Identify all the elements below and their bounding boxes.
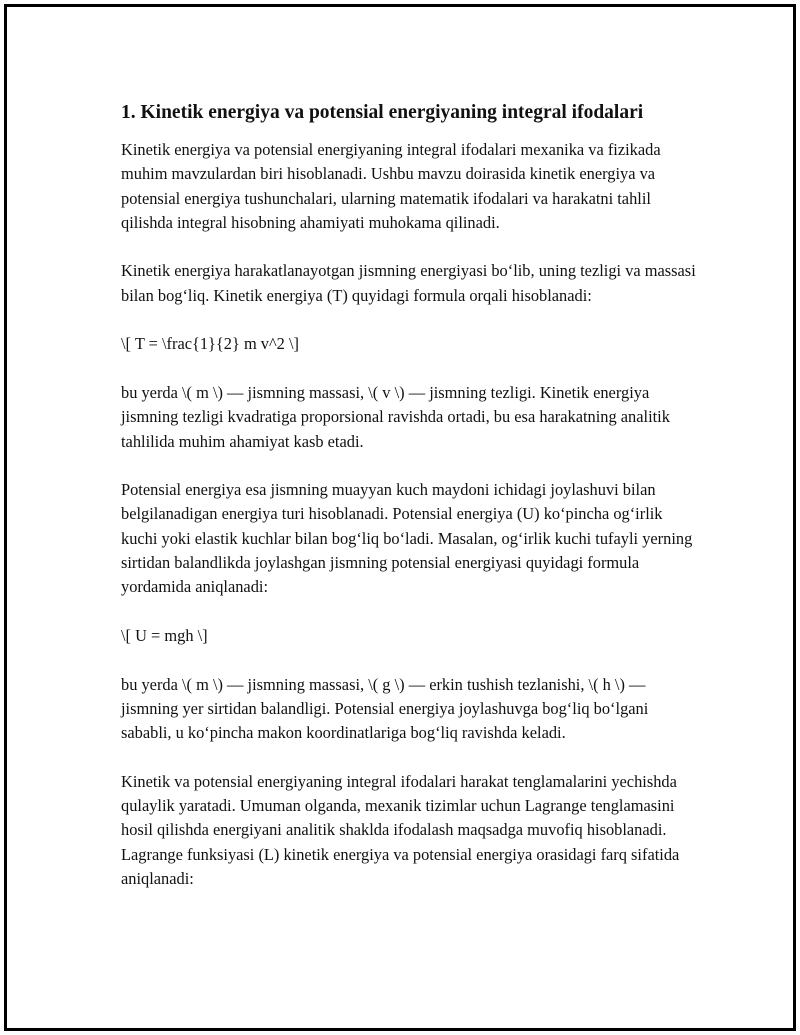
formula-kinetic: \[ T = \frac{1}{2} m v^2 \] [121, 334, 299, 354]
paragraph-potential-explain: bu yerda \( m \) — jismning massasi, \( g \) — erkin tushish tezlanishi, \( h \) — jismning yer sirtidan balandligi. Potensial energiya joylashuvga bog‘liq bo‘lgani sababli, u ko‘pincha makon koordinatlariga bog‘liq ravishda keladi. [121, 674, 649, 743]
paragraph-kinetic-explain: bu yerda \( m \) — jismning massasi, \( v \) — jismning tezligi. Kinetik energiya jismning tezligi kvadratiga proporsional ravishda ortadi, bu esa harakatning analitik tahlilida muhim ahamiyat kasb etadi. [121, 382, 670, 451]
paragraph-intro: Kinetik energiya va potensial energiyaning integral ifodalari mexanika va fizikada muhim mavzulardan biri hisoblanadi. Ushbu mavzu doirasida kinetik energiya va potensial energiya tushunchalari, ularning matematik ifodalari va harakatni tahlil qilishda integral hisobning ahamiyati muhokama qilinadi. [121, 140, 661, 232]
section-heading: 1. Kinetik energiya va potensial energiyaning integral ifodalari [121, 102, 644, 123]
page-frame [4, 4, 796, 1031]
formula-potential: \[ U = mgh \] [121, 625, 208, 645]
paragraph-potential: Potensial energiya esa jismning muayyan kuch maydoni ichidagi joylashuvi bilan belgilanadigan energiya turi hisoblanadi. Potensial energiya (U) ko‘pincha og‘irlik kuchi yoki elastik kuchlar bilan bog‘liq bo‘ladi. Masalan, og‘irlik kuchi tufayli yerning sirtidan balandlikda joylashgan jismning potensial energiyasi quyidagi formula yordamida aniqlanadi: [121, 480, 693, 597]
document-body [121, 100, 701, 916]
paragraph-kinetic: Kinetik energiya harakatlanayotgan jismning energiyasi bo‘lib, uning tezligi va massasi bilan bog‘liq. Kinetik energiya (T) quyidagi formula orqali hisoblanadi: [121, 261, 696, 305]
paragraph-lagrange: Kinetik va potensial energiyaning integral ifodalari harakat tenglamalarini yechishda qulaylik yaratadi. Umuman olganda, mexanik tizimlar uchun Lagrange tenglamasini hosil qilishda energiyani analitik shaklda ifodalash maqsadga muvofiq hisoblanadi. Lagrange funksiyasi (L) kinetik energiya va potensial energiya orasidagi farq sifatida aniqlanadi: [121, 771, 680, 888]
